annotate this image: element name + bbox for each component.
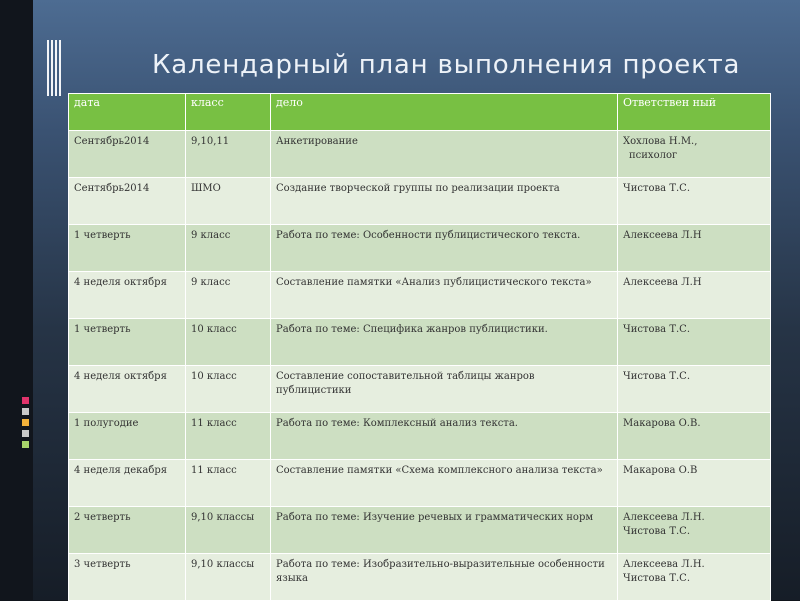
table-row [69,131,771,178]
responsible-line: Макарова О.В. [623,418,701,429]
accent-square [22,430,29,437]
left-margin-strip [0,0,33,600]
cell-date: 4 неделя октября [69,272,186,319]
header-task: дело [271,94,618,131]
decorative-lines [47,40,61,96]
cell-date: 4 неделя декабря [69,460,186,507]
cell-task: Работа по теме: Изобразительно-выразительные особенности языка [271,554,618,601]
cell-class: 9 класс [186,272,271,319]
table-body [69,131,771,601]
cell-class: 9,10 классы [186,554,271,601]
table-header-row [69,94,771,131]
table-row [69,366,771,413]
cell-task: Работа по теме: Комплексный анализ текста. [271,413,618,460]
cell-responsible [618,131,771,178]
cell-responsible [618,507,771,554]
responsible-line: Чистова Т.С. [623,526,690,537]
cell-task: Составление памятки «Схема комплексного анализа текста» [271,460,618,507]
table-row [69,507,771,554]
cell-task: Работа по теме: Особенности публицистического текста. [271,225,618,272]
table-row [69,319,771,366]
slide-title: Календарный план выполнения проекта [152,50,741,80]
header-class: класс [186,94,271,131]
cell-date: 4 неделя октября [69,366,186,413]
cell-date: Сентябрь2014 [69,178,186,225]
table-row [69,460,771,507]
responsible-line: Чистова Т.С. [623,371,690,382]
cell-class: 10 класс [186,366,271,413]
responsible-line: Чистова Т.С. [623,324,690,335]
cell-responsible [618,413,771,460]
cell-class: 9,10,11 [186,131,271,178]
table-row [69,178,771,225]
responsible-line: Чистова Т.С. [623,573,690,584]
responsible-line: Алексеева Л.Н. [623,559,705,570]
cell-responsible [618,225,771,272]
cell-task: Работа по теме: Изучение речевых и грамматических норм [271,507,618,554]
cell-class: ШМО [186,178,271,225]
accent-square [22,419,29,426]
header-date: дата [69,94,186,131]
cell-date: 1 четверть [69,319,186,366]
cell-task: Анкетирование [271,131,618,178]
header-responsible: Ответствен ный [618,94,771,131]
accent-square [22,441,29,448]
cell-responsible [618,178,771,225]
cell-date: 3 четверть [69,554,186,601]
cell-class: 9 класс [186,225,271,272]
table-row [69,413,771,460]
accent-square [22,408,29,415]
responsible-line: Чистова Т.С. [623,183,690,194]
cell-class: 9,10 классы [186,507,271,554]
responsible-line: психолог [629,150,678,161]
cell-task: Составление памятки «Анализ публицистического текста» [271,272,618,319]
cell-class: 11 класс [186,460,271,507]
schedule-table [68,93,771,601]
table-row [69,272,771,319]
cell-responsible [618,460,771,507]
cell-date: 1 полугодие [69,413,186,460]
cell-class: 10 класс [186,319,271,366]
table-row [69,554,771,601]
cell-responsible [618,319,771,366]
cell-date: 2 четверть [69,507,186,554]
responsible-line: Хохлова Н.М., [623,136,698,147]
cell-responsible [618,554,771,601]
responsible-line: Алексеева Л.Н [623,230,702,241]
responsible-line: Алексеева Л.Н. [623,512,705,523]
responsible-line: Алексеева Л.Н [623,277,702,288]
accent-square [22,397,29,404]
cell-class: 11 класс [186,413,271,460]
cell-responsible [618,366,771,413]
cell-task: Составление сопоставительной таблицы жанров публицистики [271,366,618,413]
cell-task: Создание творческой группы по реализации проекта [271,178,618,225]
table-row [69,225,771,272]
cell-task: Работа по теме: Специфика жанров публицистики. [271,319,618,366]
cell-date: 1 четверть [69,225,186,272]
decorative-squares [22,397,30,452]
cell-date: Сентябрь2014 [69,131,186,178]
responsible-line: Макарова О.В [623,465,698,476]
cell-responsible [618,272,771,319]
